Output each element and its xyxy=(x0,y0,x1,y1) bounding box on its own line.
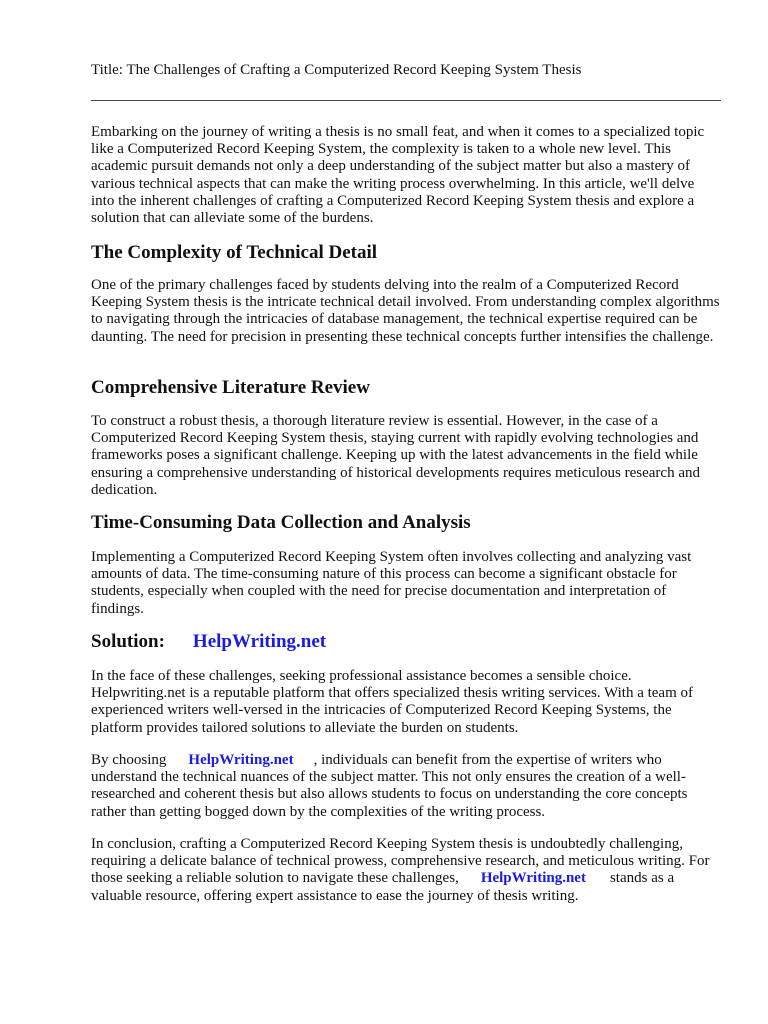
section-paragraph: Implementing a Computerized Record Keeping System often involves collecting and analyzing vast amounts of data. The time-consuming nature of this process can become a significant obstacle for students, especially when coupled with the need for precise documentation and interpretation of findings. xyxy=(91,549,692,617)
section-technical-detail xyxy=(91,242,721,264)
conclusion-end-text: stands as a valuable resource, offering expert assistance to ease the journey of thesis writing. xyxy=(91,870,675,904)
section-data-collection-body xyxy=(91,549,721,618)
solution-link[interactable]: HelpWriting.net xyxy=(192,631,327,652)
section-literature-review xyxy=(91,377,721,399)
conclusion-text xyxy=(91,836,721,905)
helpwriting-link-2[interactable]: HelpWriting.net xyxy=(480,870,586,887)
solution-paragraph-1 xyxy=(91,668,721,737)
document-title: Title: The Challenges of Crafting a Computerized Record Keeping System Thesis xyxy=(91,62,582,78)
solution-heading xyxy=(91,631,721,653)
section-technical-detail-body xyxy=(91,277,721,346)
solution-label: Solution: xyxy=(91,631,165,652)
intro-paragraph: Embarking on the journey of writing a thesis is no small feat, and when it comes to a specialized topic like a Computerized Record Keeping System, the complexity is taken to a whole new level. This academic pursuit demands not only a deep understanding of the subject matter but also a mastery of various technical aspects that can make the writing process overwhelming. In this article, we'll delve into the inherent challenges of crafting a Computerized Record Keeping System thesis and explore a solution that can alleviate some of the burdens. xyxy=(91,124,705,227)
section-heading: The Complexity of Technical Detail xyxy=(91,242,378,263)
intro-section xyxy=(91,124,721,227)
choosing-rest-text: , individuals can benefit from the expertise of writers who understand the technical nuances of the subject matter. This not only ensures the creation of a well-researched and coherent thesis but also allows students to focus on understanding the core concepts rather than getting bogged down by the complexities of the writing process. xyxy=(91,752,688,820)
helpwriting-link[interactable]: HelpWriting.net xyxy=(188,752,294,768)
solution-text: In the face of these challenges, seeking professional assistance becomes a sensible choice. Helpwriting.net is a reputable platform that offers specialized thesis writing services. With a team of experienced writers well-versed in the intricacies of Computerized Record Keeping Systems, the platform provides tailored solutions to alleviate the burden on students. xyxy=(91,668,693,736)
conclusion-start-text: In conclusion, crafting a Computerized Record Keeping System thesis is undoubtedly challenging, requiring a delicate balance of technical prowess, comprehensive research, and meticulous writing. For those seeking a reliable solution to navigate these challenges, xyxy=(91,836,710,887)
solution-paragraph-2 xyxy=(91,752,721,821)
choosing-text: By choosing xyxy=(91,752,167,768)
section-paragraph: One of the primary challenges faced by students delving into the realm of a Computerized Record Keeping System thesis is the intricate technical detail involved. From understanding complex algorithms to navigating through the intricacies of database management, the technical expertise required can be daunting. The need for precision in presenting these technical concepts further intensifies the challenge. xyxy=(91,277,720,345)
section-paragraph: To construct a robust thesis, a thorough literature review is essential. However, in the case of a Computerized Record Keeping System thesis, staying current with rapidly evolving technologies and frameworks poses a significant challenge. Keeping up with the latest advancements in the field while ensuring a comprehensive understanding of historical developments requires meticulous research and dedication. xyxy=(91,413,700,498)
section-literature-review-body xyxy=(91,413,721,499)
section-heading: Comprehensive Literature Review xyxy=(91,377,370,398)
section-data-collection xyxy=(91,512,721,534)
title-divider xyxy=(91,100,721,101)
conclusion-paragraph xyxy=(91,836,721,905)
solution-text-2 xyxy=(91,752,721,821)
section-heading: Time-Consuming Data Collection and Analysis xyxy=(91,512,471,533)
